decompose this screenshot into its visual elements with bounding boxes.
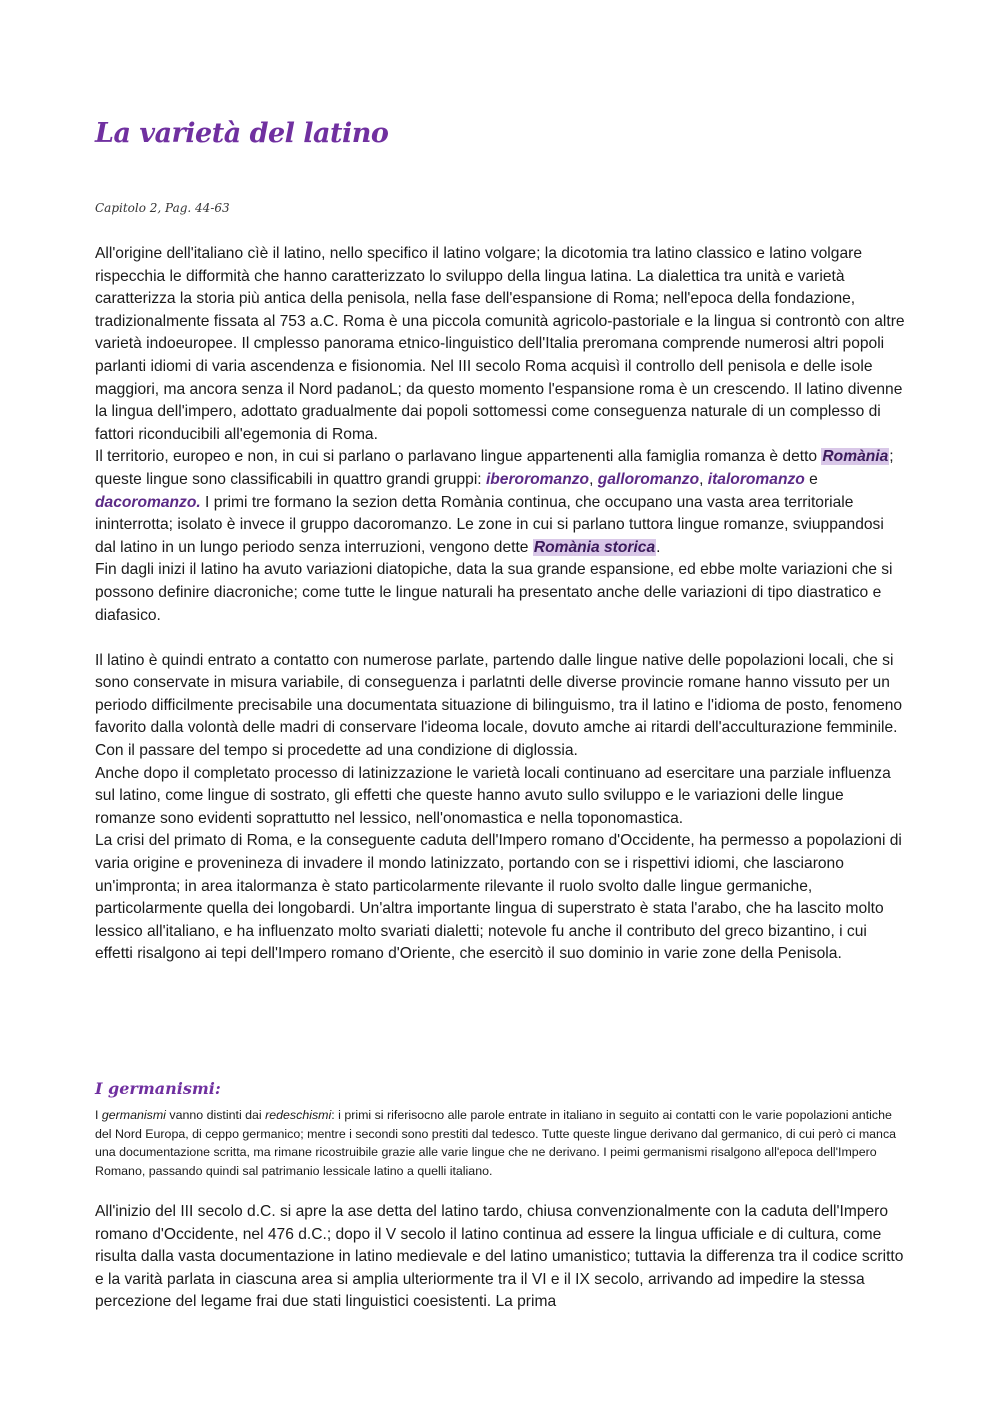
main-text-block-2 (95, 1201, 907, 1314)
term-redeschismi: redeschismi (265, 1108, 332, 1122)
text-run: : i primi si riferisocno alle parole entrate in italiano in seguito ai contatti con le varie popolazioni antiche del Nord Europa, di ceppo germanico; mentre i secondi sono prestiti dal tedesco. Tutte queste lingue derivano dal germanico, di cui però ci manca una documentazione scritta, ma rimane ricostruibile grazie alle varie lingue che ne derivano. I peimi germanismi risalgono all'epoca dell'Impero Romano, passando quindi sal patrimanio lessicale latino a quelli italiano. (95, 1108, 897, 1178)
paragraph-origins: All'origine dell'italiano cìè il latino, nello specifico il latino volgare; la dicotomia tra latino classico e latino volgare rispecchia le difformità che hanno caratterizzato lo sviluppo della lingua latina. La dialettica tra unità e varietà caratterizza la storia più antica della penisola, nella fase dell'espansione di Roma; nell'epoca della fondazione, tradizionalmente fissata al 753 a.C. Roma è una piccola comunità agricolo-pastoriale e la lingua si controntò con altre varietà indoeuropee. Il cmplesso panorama etnico-linguistico dell'Italia preromana comprende numerosi altri popoli parlanti idiomi di varia ascendenza e fisionomia. Nel III secolo Roma acquisì il controllo dell penisola e delle isole maggiori, ma ancora senza il Nord padanoL; da questo momento l'espansione roma è un crescendo. Il latino divenne la lingua dell'impero, adottato gradualmente dai popoli sottomessi come conseguenza naturale di un complesso di fattori riconducibili all'egemonia di Roma. (95, 245, 905, 443)
term-galloromanzo: galloromanzo (597, 470, 700, 488)
text-run: e (804, 470, 818, 488)
text-run: . (656, 538, 661, 556)
main-text-block-1 (95, 243, 907, 966)
text-run: ; queste lingue sono classificabili in quattro grandi gruppi: (95, 448, 894, 488)
term-dacoromanzo: dacoromanzo. (95, 493, 201, 511)
paragraph-romania (95, 446, 907, 559)
blank-line (95, 627, 907, 650)
term-iberoromanzo: iberoromanzo (485, 470, 590, 488)
paragraph-superstrato: La crisi del primato di Roma, e la conseguente caduta dell'Impero romano d'Occidente, ha permesso a popolazioni di varia origine e provenineza di invadere il mondo latinizzato, portando con se i rispettivi idiomi, che lasciarono un'impronta; in area italormanza è stato particolarmente rilevante il ruolo svolto dalle lingue germaniche, particolarmente quella dei longobardi. Un'altra importante lingua di superstrato è stata l'arabo, che ha lascito molto lessico all'italiano, e ha influenzato molto svariati dialetti; notevole fu anche il contributo del greco bizantino, i cui effetti risalgono ai tepi dell'Impero romano d'Oriente, che esercitò il suo dominio in varie zone della Penisola. (95, 832, 902, 963)
chapter-reference: Capitolo 2, Pag. 44-63 (95, 201, 230, 215)
term-germanismi: germanismi (101, 1108, 166, 1122)
text-run: , (699, 470, 708, 488)
paragraph-latino-tardo: All'inizio del III secolo d.C. si apre la ase detta del latino tardo, chiusa convenzionalmente con la caduta dell'Impero romano d'Occidente, nel 476 d.C.; dopo il V secolo il latino continua ad essere la lingua ufficiale e di cultura, come risulta dalla vasta documentazione in latino medievale e del latino umanistico; tuttavia la differenza tra il codice scritto e la varità parlata in ciascuna area si amplia ulteriormente tra il VI e il IX secolo, arrivando ad impedire la stessa percezione del legame frai due stati linguistici coesistenti. La prima (95, 1203, 904, 1311)
text-run: I primi tre formano la sezion detta Romània continua, che occupano una vasta area territoriale ininterrotta; isolato è invece il gruppo dacoromanzo. Le zone in cui si parlano tuttora lingue romanze, sviuppandosi dal latino in un lungo periodo senza interruzioni, vengono dette (95, 493, 884, 556)
text-run: I (95, 1108, 102, 1122)
page-title: La varietà del latino (95, 118, 389, 149)
section-heading-germanismi: I germanismi: (95, 1079, 221, 1098)
text-run: vanno distinti dai (165, 1108, 266, 1122)
paragraph-variations: Fin dagli inizi il latino ha avuto variazioni diatopiche, data la sua grande espansione, ed ebbe molte variazioni che si possono definire diacroniche; come tutte le lingue naturali ha presentato anche delle variazioni di tipo diastratico e diafasico. (95, 561, 893, 624)
germanismi-note (95, 1106, 907, 1180)
text-run: Il territorio, europeo e non, in cui si parlano o parlavano lingue appartenenti alla famiglia romanza è detto (95, 448, 822, 466)
term-italoromanzo: italoromanzo (707, 470, 805, 488)
paragraph-germanismi (95, 1106, 907, 1180)
highlight-romania-storica: Romània storica (533, 538, 656, 556)
highlight-romania: Romània (822, 448, 889, 466)
paragraph-sostrato: Anche dopo il completato processo di latinizzazione le varietà locali continuano ad esercitare una parziale influenza sul latino, come lingue di sostrato, gli effetti che queste hanno avuto sullo sviluppo e le variazioni delle lingue romanze sono evidenti soprattutto nel lessico, nell'onomastica e nella toponomastica. (95, 764, 891, 827)
paragraph-contact: Il latino è quindi entrato a contatto con numerose parlate, partendo dalle lingue native delle popolazioni locali, che si sono conservate in misura variabile, di conseguenza i parlatnti delle diverse provincie romane hanno vissuto per un periodo difficilmente precisabile una documentata situazione di bilinguismo, tra il latino e l'idioma de posto, fenomeno favorito dalla volontà delle madri di conservare l'ideoma locale, dovuto amche ai ritardi dell'acculturazione femminile. Con il passare del tempo si procedette ad una condizione di diglossia. (95, 651, 903, 760)
text-run: , (589, 470, 598, 488)
